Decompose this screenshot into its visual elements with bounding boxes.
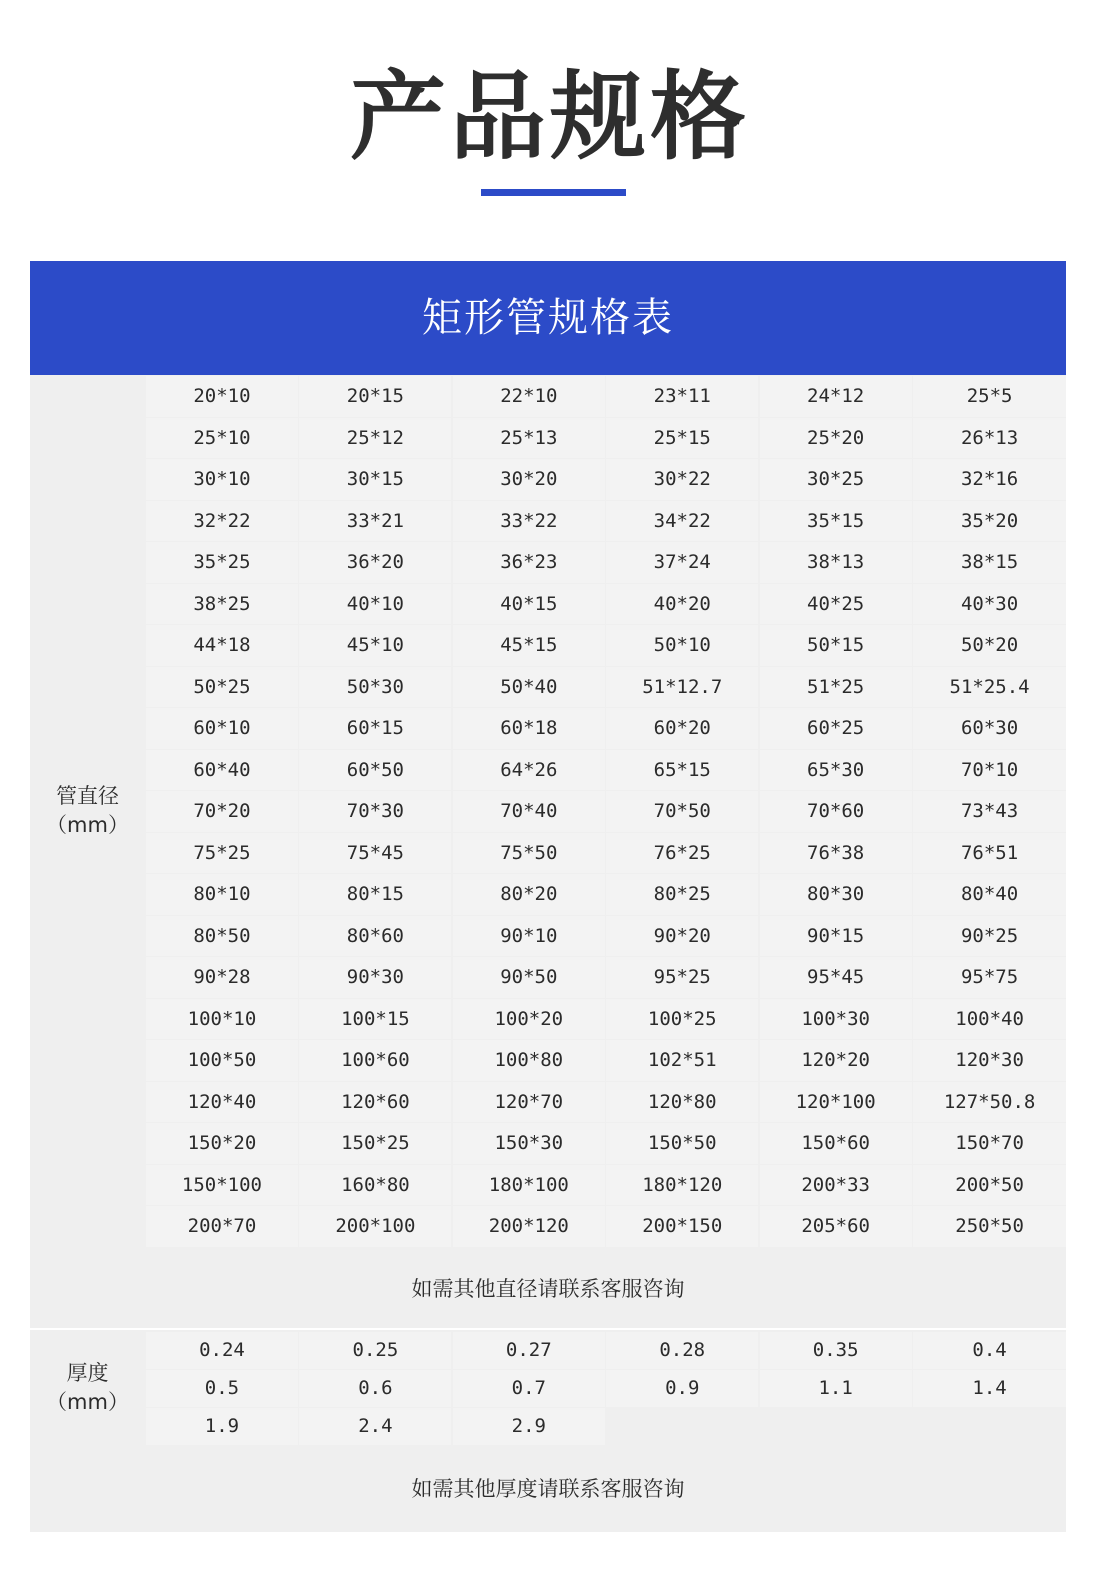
diameter-cell: 60*15 — [299, 708, 451, 749]
diameter-cell: 50*10 — [606, 625, 758, 666]
thickness-cell: 0.24 — [146, 1332, 298, 1369]
diameter-cell: 73*43 — [913, 791, 1066, 832]
diameter-cell: 80*40 — [913, 874, 1066, 915]
diameter-cell: 60*40 — [146, 750, 298, 791]
diameter-cell: 76*25 — [606, 833, 758, 874]
diameter-cell: 40*25 — [760, 584, 912, 625]
diameter-cell: 200*120 — [453, 1206, 605, 1247]
table-row — [146, 916, 1066, 957]
diameter-cell: 95*45 — [760, 957, 912, 998]
diameter-cell: 75*45 — [299, 833, 451, 874]
diameter-cell: 40*20 — [606, 584, 758, 625]
diameter-cell: 38*25 — [146, 584, 298, 625]
diameter-cell: 30*20 — [453, 459, 605, 500]
diameter-cell: 24*12 — [760, 376, 912, 417]
diameter-unit: （mm） — [46, 813, 129, 837]
table-row — [146, 542, 1066, 583]
diameter-cell: 35*25 — [146, 542, 298, 583]
thickness-cell: 0.9 — [606, 1370, 758, 1407]
diameter-cell: 70*40 — [453, 791, 605, 832]
diameter-cell: 70*50 — [606, 791, 758, 832]
table-row — [146, 459, 1066, 500]
diameter-cell: 150*25 — [299, 1123, 451, 1164]
diameter-cell: 25*12 — [299, 418, 451, 459]
table-row — [146, 999, 1066, 1040]
diameter-cell: 180*100 — [453, 1165, 605, 1206]
diameter-cell: 120*80 — [606, 1082, 758, 1123]
diameter-cell: 150*50 — [606, 1123, 758, 1164]
thickness-cell: 0.28 — [606, 1332, 758, 1369]
diameter-cell: 80*25 — [606, 874, 758, 915]
diameter-cell: 60*10 — [146, 708, 298, 749]
thickness-note: 如需其他厚度请联系客服咨询 — [411, 1477, 685, 1501]
table-row — [146, 708, 1066, 749]
section-divider — [30, 1328, 1066, 1330]
diameter-cell: 60*18 — [453, 708, 605, 749]
diameter-cell: 44*18 — [146, 625, 298, 666]
diameter-cell: 20*15 — [299, 376, 451, 417]
table-row — [146, 957, 1066, 998]
table-row — [146, 1123, 1066, 1164]
diameter-cell: 70*30 — [299, 791, 451, 832]
diameter-cell: 100*15 — [299, 999, 451, 1040]
diameter-cell: 60*50 — [299, 750, 451, 791]
diameter-cell: 65*30 — [760, 750, 912, 791]
diameter-cell: 90*20 — [606, 916, 758, 957]
diameter-cell: 38*13 — [760, 542, 912, 583]
diameter-cell: 75*50 — [453, 833, 605, 874]
diameter-cell: 150*70 — [913, 1123, 1066, 1164]
diameter-cell: 35*15 — [760, 501, 912, 542]
diameter-cell: 30*22 — [606, 459, 758, 500]
diameter-cell: 64*26 — [453, 750, 605, 791]
diameter-cell: 80*30 — [760, 874, 912, 915]
diameter-cell: 80*15 — [299, 874, 451, 915]
thickness-cell — [760, 1408, 912, 1445]
diameter-cell: 80*10 — [146, 874, 298, 915]
diameter-cell: 20*10 — [146, 376, 298, 417]
diameter-cell: 100*20 — [453, 999, 605, 1040]
diameter-cell: 60*30 — [913, 708, 1066, 749]
diameter-cell: 32*22 — [146, 501, 298, 542]
thickness-cell: 0.4 — [913, 1332, 1066, 1369]
diameter-cell: 51*25.4 — [913, 667, 1066, 708]
diameter-cell: 80*50 — [146, 916, 298, 957]
diameter-cell: 120*30 — [913, 1040, 1066, 1081]
table-row — [146, 1332, 1066, 1369]
thickness-cell: 0.6 — [299, 1370, 451, 1407]
diameter-cell: 200*70 — [146, 1206, 298, 1247]
table-row — [146, 625, 1066, 666]
diameter-cell: 205*60 — [760, 1206, 912, 1247]
diameter-cell: 70*20 — [146, 791, 298, 832]
diameter-cell: 120*40 — [146, 1082, 298, 1123]
diameter-cell: 32*16 — [913, 459, 1066, 500]
diameter-cell: 90*25 — [913, 916, 1066, 957]
diameter-cell: 90*10 — [453, 916, 605, 957]
diameter-cell: 60*20 — [606, 708, 758, 749]
table-title: 矩形管规格表 — [30, 261, 1066, 375]
diameter-cell: 23*11 — [606, 376, 758, 417]
diameter-note: 如需其他直径请联系客服咨询 — [411, 1277, 685, 1301]
diameter-cell: 150*60 — [760, 1123, 912, 1164]
spec-table — [30, 261, 1066, 1532]
diameter-cell: 250*50 — [913, 1206, 1066, 1247]
diameter-cell: 150*20 — [146, 1123, 298, 1164]
thickness-cell: 0.5 — [146, 1370, 298, 1407]
thickness-cell — [606, 1408, 758, 1445]
diameter-cell: 36*23 — [453, 542, 605, 583]
diameter-cell: 45*15 — [453, 625, 605, 666]
diameter-cell: 95*25 — [606, 957, 758, 998]
diameter-cell: 25*5 — [913, 376, 1066, 417]
diameter-cell: 100*50 — [146, 1040, 298, 1081]
diameter-cell: 100*30 — [760, 999, 912, 1040]
diameter-cell: 180*120 — [606, 1165, 758, 1206]
table-row — [146, 1040, 1066, 1081]
diameter-cell: 76*51 — [913, 833, 1066, 874]
diameter-cell: 38*15 — [913, 542, 1066, 583]
diameter-cell: 120*20 — [760, 1040, 912, 1081]
table-row — [146, 501, 1066, 542]
thickness-label-text: 厚度 — [66, 1361, 109, 1385]
diameter-cell: 200*100 — [299, 1206, 451, 1247]
diameter-cell: 36*20 — [299, 542, 451, 583]
diameter-cell: 120*100 — [760, 1082, 912, 1123]
diameter-cell: 40*30 — [913, 584, 1066, 625]
diameter-cell: 95*75 — [913, 957, 1066, 998]
diameter-cell: 200*150 — [606, 1206, 758, 1247]
diameter-cell: 40*15 — [453, 584, 605, 625]
thickness-cell: 0.35 — [760, 1332, 912, 1369]
diameter-cell: 30*25 — [760, 459, 912, 500]
diameter-cell: 25*15 — [606, 418, 758, 459]
diameter-cell: 80*60 — [299, 916, 451, 957]
diameter-cell: 90*28 — [146, 957, 298, 998]
diameter-cell: 22*10 — [453, 376, 605, 417]
diameter-cell: 100*60 — [299, 1040, 451, 1081]
diameter-grid — [146, 376, 1066, 1248]
diameter-cell: 30*15 — [299, 459, 451, 500]
thickness-cell: 2.4 — [299, 1408, 451, 1445]
table-row — [146, 418, 1066, 459]
thickness-cell: 1.1 — [760, 1370, 912, 1407]
diameter-cell: 51*25 — [760, 667, 912, 708]
diameter-cell: 150*100 — [146, 1165, 298, 1206]
table-row — [146, 791, 1066, 832]
diameter-cell: 50*40 — [453, 667, 605, 708]
diameter-cell: 75*25 — [146, 833, 298, 874]
diameter-cell: 33*22 — [453, 501, 605, 542]
diameter-cell: 37*24 — [606, 542, 758, 583]
table-row — [146, 1370, 1066, 1407]
diameter-cell: 100*80 — [453, 1040, 605, 1081]
diameter-cell: 120*60 — [299, 1082, 451, 1123]
diameter-cell: 150*30 — [453, 1123, 605, 1164]
diameter-cell: 25*13 — [453, 418, 605, 459]
diameter-cell: 100*10 — [146, 999, 298, 1040]
diameter-cell: 51*12.7 — [606, 667, 758, 708]
diameter-cell: 45*10 — [299, 625, 451, 666]
diameter-cell: 200*50 — [913, 1165, 1066, 1206]
diameter-cell: 60*25 — [760, 708, 912, 749]
diameter-cell: 70*10 — [913, 750, 1066, 791]
diameter-cell: 100*40 — [913, 999, 1066, 1040]
thickness-cell — [913, 1408, 1066, 1445]
table-row — [146, 1082, 1066, 1123]
table-row — [146, 874, 1066, 915]
table-row — [146, 584, 1066, 625]
diameter-cell: 33*21 — [299, 501, 451, 542]
diameter-cell: 120*70 — [453, 1082, 605, 1123]
table-row — [146, 667, 1066, 708]
diameter-cell: 50*20 — [913, 625, 1066, 666]
thickness-cell: 0.7 — [453, 1370, 605, 1407]
diameter-cell: 127*50.8 — [913, 1082, 1066, 1123]
diameter-cell: 200*33 — [760, 1165, 912, 1206]
diameter-cell: 65*15 — [606, 750, 758, 791]
thickness-cell: 1.9 — [146, 1408, 298, 1445]
thickness-unit: （mm） — [46, 1390, 129, 1414]
diameter-cell: 76*38 — [760, 833, 912, 874]
diameter-cell: 34*22 — [606, 501, 758, 542]
table-row — [146, 750, 1066, 791]
diameter-cell: 90*50 — [453, 957, 605, 998]
thickness-cell: 0.27 — [453, 1332, 605, 1369]
diameter-cell: 50*15 — [760, 625, 912, 666]
thickness-cell: 0.25 — [299, 1332, 451, 1369]
table-row — [146, 1206, 1066, 1247]
table-row — [146, 833, 1066, 874]
diameter-cell: 30*10 — [146, 459, 298, 500]
diameter-cell: 160*80 — [299, 1165, 451, 1206]
table-row — [146, 376, 1066, 417]
table-row — [146, 1165, 1066, 1206]
diameter-cell: 35*20 — [913, 501, 1066, 542]
thickness-label — [30, 1359, 145, 1417]
diameter-cell: 70*60 — [760, 791, 912, 832]
diameter-cell: 50*25 — [146, 667, 298, 708]
diameter-cell: 90*15 — [760, 916, 912, 957]
diameter-cell: 26*13 — [913, 418, 1066, 459]
diameter-cell: 90*30 — [299, 957, 451, 998]
diameter-label — [30, 782, 145, 840]
diameter-cell: 50*30 — [299, 667, 451, 708]
diameter-cell: 102*51 — [606, 1040, 758, 1081]
title-underline — [481, 189, 626, 196]
diameter-cell: 25*10 — [146, 418, 298, 459]
thickness-cell: 1.4 — [913, 1370, 1066, 1407]
table-row — [146, 1408, 1066, 1445]
diameter-cell: 100*25 — [606, 999, 758, 1040]
diameter-cell: 40*10 — [299, 584, 451, 625]
diameter-cell: 25*20 — [760, 418, 912, 459]
diameter-label-text: 管直径 — [56, 784, 119, 808]
diameter-cell: 80*20 — [453, 874, 605, 915]
page-title: 产品规格 — [350, 61, 750, 173]
thickness-cell: 2.9 — [453, 1408, 605, 1445]
thickness-grid — [146, 1332, 1066, 1446]
